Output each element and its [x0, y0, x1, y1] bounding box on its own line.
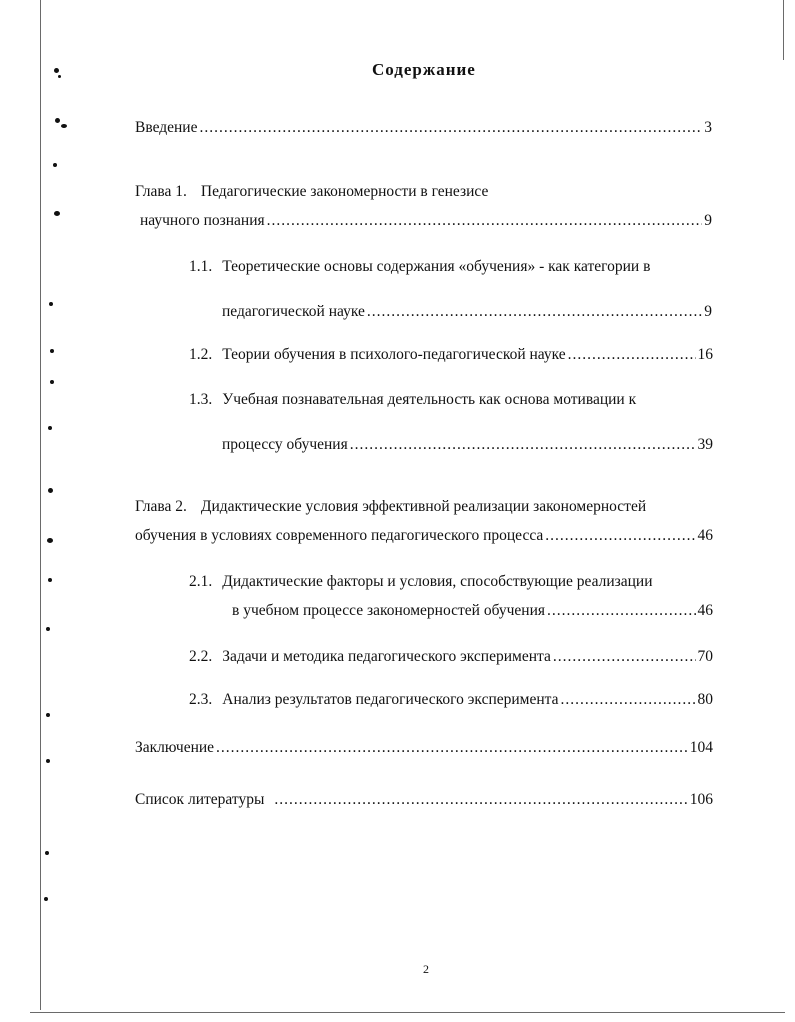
- section-number: 1.3.: [189, 391, 213, 408]
- toc-page-number: 39: [697, 436, 713, 453]
- toc-page-number: 104: [689, 739, 713, 756]
- section-number: 2.3.: [189, 691, 213, 708]
- section-title: Анализ результатов педагогического эксперимента: [222, 691, 559, 708]
- chapter-title: Педагогические закономерности в генезисе: [200, 183, 489, 200]
- dot-leader: [553, 647, 696, 667]
- toc-section-1-3: [189, 390, 636, 410]
- section-number: 2.2.: [189, 648, 213, 665]
- section-title: Теоретические основы содержания «обучения» - как категории в: [222, 258, 651, 275]
- margin-mark: [50, 349, 54, 353]
- section-number: 1.2.: [189, 346, 213, 363]
- margin-mark: [53, 163, 57, 167]
- section-number: 2.1.: [189, 573, 213, 590]
- toc-page-number: 3: [704, 119, 712, 136]
- section-title: Задачи и методика педагогического эксперимента: [222, 648, 551, 665]
- margin-mark: [46, 759, 50, 763]
- toc-page-number: 46: [697, 527, 713, 544]
- toc-entry-text: обучения в условиях современного педагогического процесса: [135, 527, 544, 544]
- top-right-border-line: [783, 0, 784, 60]
- bottom-border-line: [30, 1012, 785, 1013]
- margin-mark: [61, 124, 67, 128]
- section-title: Дидактические факторы и условия, способствующие реализации: [222, 573, 653, 590]
- toc-section-2-1-continuation: [232, 601, 713, 621]
- dot-leader: [350, 435, 696, 455]
- chapter-label: Глава 2.: [135, 498, 187, 515]
- toc-entry-references: [135, 790, 713, 810]
- toc-section-1-1: [189, 257, 650, 277]
- margin-mark: [45, 851, 49, 855]
- dot-leader: [561, 690, 696, 710]
- dot-leader: [545, 526, 695, 546]
- toc-entry-text: педагогической науке: [222, 303, 365, 320]
- toc-chapter-2-heading: [135, 497, 646, 517]
- toc-section-1-3-continuation: [222, 435, 713, 455]
- toc-entry-text: Список литературы: [135, 791, 265, 808]
- margin-mark: [48, 488, 53, 493]
- toc-page-number: 80: [697, 691, 713, 708]
- toc-entry-intro: [135, 118, 712, 138]
- dot-leader: [199, 118, 702, 138]
- toc-entry-text: научного познания: [140, 212, 265, 229]
- margin-mark: [48, 578, 52, 582]
- left-border-line: [40, 0, 41, 1010]
- page-title: Содержание: [372, 60, 476, 79]
- margin-mark: [47, 538, 53, 543]
- section-title: Учебная познавательная деятельность как основа мотивации к: [222, 391, 637, 408]
- toc-section-2-2: [189, 647, 713, 667]
- toc-section-1-2: [189, 345, 713, 365]
- toc-page-number: 46: [697, 602, 713, 619]
- margin-mark: [55, 118, 60, 123]
- dot-leader: [216, 738, 688, 758]
- dot-leader: [367, 302, 702, 322]
- margin-mark: [54, 211, 60, 216]
- dot-leader: [568, 345, 696, 365]
- chapter-title: Дидактические условия эффективной реализации закономерностей: [200, 498, 647, 515]
- toc-entry-text: Заключение: [135, 739, 215, 756]
- chapter-label: Глава 1.: [135, 183, 187, 200]
- toc-page-number: 9: [704, 212, 712, 229]
- toc-entry-text: в учебном процессе закономерностей обучения: [232, 602, 546, 619]
- margin-mark: [54, 68, 59, 73]
- margin-mark: [46, 713, 50, 717]
- toc-section-2-3: [189, 690, 713, 710]
- toc-page-number: 106: [689, 791, 713, 808]
- dot-leader: [547, 601, 695, 621]
- section-number: 1.1.: [189, 258, 213, 275]
- toc-page-number: 16: [697, 346, 713, 363]
- toc-entry-text: процессу обучения: [222, 436, 348, 453]
- margin-mark: [48, 426, 52, 430]
- toc-entry-conclusion: [135, 738, 713, 758]
- margin-mark: [44, 897, 48, 901]
- margin-mark: [58, 75, 61, 78]
- margin-mark: [49, 302, 53, 306]
- margin-mark: [46, 627, 50, 631]
- toc-chapter-1-heading: [135, 182, 488, 202]
- toc-page-number: 70: [697, 648, 713, 665]
- margin-mark: [50, 380, 54, 384]
- section-title: Теории обучения в психолого-педагогической науке: [222, 346, 566, 363]
- dot-leader: [267, 211, 703, 231]
- toc-chapter-2-continuation: [135, 526, 713, 546]
- toc-section-2-1: [189, 572, 653, 592]
- toc-entry-text: Введение: [135, 119, 198, 136]
- toc-page-number: 9: [704, 303, 712, 320]
- toc-chapter-1-continuation: [140, 211, 712, 231]
- page-number: 2: [423, 962, 429, 976]
- dot-leader: [274, 790, 687, 810]
- toc-section-1-1-continuation: [222, 302, 712, 322]
